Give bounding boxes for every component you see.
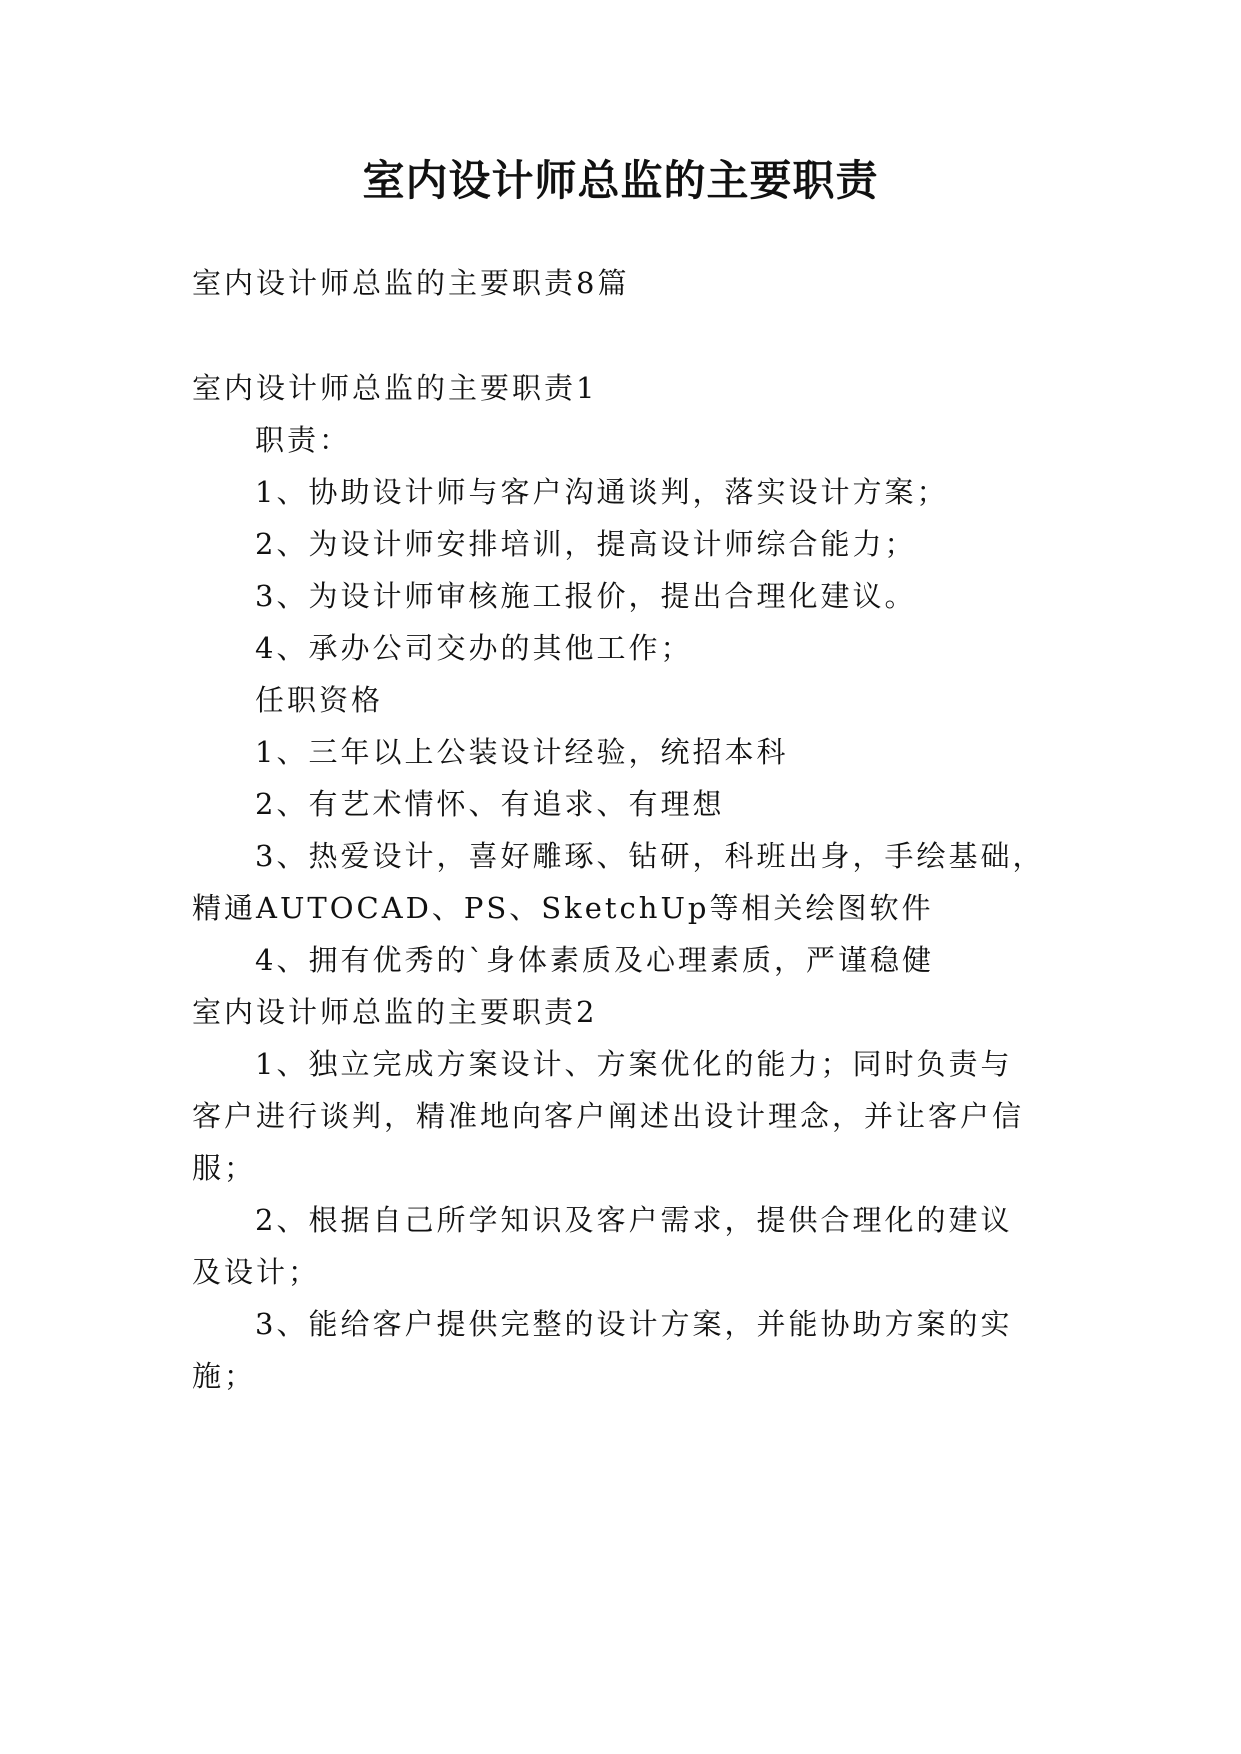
section-2-heading: 室内设计师总监的主要职责2 xyxy=(192,995,598,1029)
section-2-line: 服； xyxy=(192,1151,257,1185)
duties-label: 职责： xyxy=(255,423,352,457)
qualification-item-continued: 精通AUTOCAD、PS、SketchUp等相关绘图软件 xyxy=(192,891,934,925)
duty-item: 4、承办公司交办的其他工作； xyxy=(255,631,693,665)
qualification-item: 1、三年以上公装设计经验，统招本科 xyxy=(255,735,789,769)
section-2-line: 3、能给客户提供完整的设计方案，并能协助方案的实 xyxy=(255,1307,1013,1341)
document-subtitle: 室内设计师总监的主要职责8篇 xyxy=(192,266,630,300)
section-2-line: 2、根据自己所学知识及客户需求，提供合理化的建议 xyxy=(255,1203,1013,1237)
section-1-heading: 室内设计师总监的主要职责1 xyxy=(192,371,598,405)
qualification-item: 3、热爱设计，喜好雕琢、钻研，科班出身，手绘基础， xyxy=(255,839,1045,873)
qualifications-label: 任职资格 xyxy=(255,683,384,717)
section-2-line: 施； xyxy=(192,1359,257,1393)
duty-item: 1、协助设计师与客户沟通谈判，落实设计方案； xyxy=(255,475,949,509)
section-2-line: 客户进行谈判，精准地向客户阐述出设计理念，并让客户信 xyxy=(192,1099,1025,1133)
qualification-item: 4、拥有优秀的`身体素质及心理素质，严谨稳健 xyxy=(255,943,934,977)
section-2-line: 1、独立完成方案设计、方案优化的能力；同时负责与 xyxy=(255,1047,1013,1081)
duty-item: 2、为设计师安排培训，提高设计师综合能力； xyxy=(255,527,917,561)
document-title: 室内设计师总监的主要职责 xyxy=(362,156,879,205)
duty-item: 3、为设计师审核施工报价，提出合理化建议。 xyxy=(255,579,917,613)
section-2-line: 及设计； xyxy=(192,1255,321,1289)
qualification-item: 2、有艺术情怀、有追求、有理想 xyxy=(255,787,725,821)
